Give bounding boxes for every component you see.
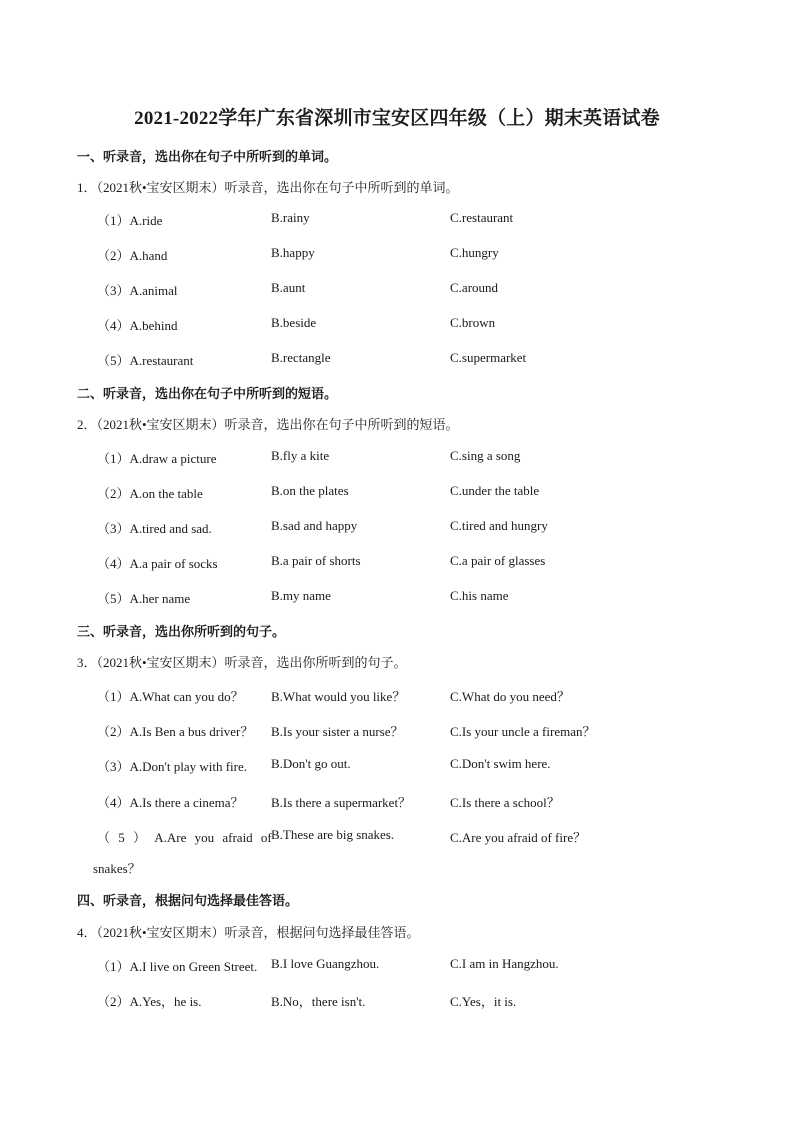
q2-item3-option-a: （3）A.tired and sad.: [97, 521, 212, 536]
q2-item3-option-b: B.sad and happy: [271, 518, 358, 533]
q2-item5-option-c: C.his name: [450, 588, 509, 603]
q2-item3-option-c: C.tired and hungry: [450, 518, 548, 533]
question-2-prompt: 2．（2021秋•宝安区期末）听录音，选出你在句子中所听到的短语。: [77, 417, 459, 432]
q2-item5-option-b: B.my name: [271, 588, 331, 603]
q3-item1-option-b: B.What would you like？: [271, 689, 406, 704]
q1-item1-option-b: B.rainy: [271, 210, 310, 225]
q3-item5-option-a: （ 5 ） A.Are you afraid of: [97, 830, 272, 845]
q1-item1-option-c: C.restaurant: [450, 210, 514, 225]
question-1-prompt: 1．（2021秋•宝安区期末）听录音，选出你在句子中所听到的单词。: [77, 180, 459, 195]
q2-item4-option-c: C.a pair of glasses: [450, 553, 546, 568]
q1-item5-option-b: B.rectangle: [271, 350, 331, 365]
q4-item1-option-c: C.I am in Hangzhou.: [450, 956, 559, 971]
q3-item2-option-c: C.Is your uncle a fireman？: [450, 724, 596, 739]
q1-item3-option-c: C.around: [450, 280, 499, 295]
question-4-prompt: 4．（2021秋•宝安区期末）听录音，根据问句选择最佳答语。: [77, 925, 420, 940]
q4-item2-option-c: C.Yes，it is.: [450, 994, 517, 1009]
q3-item4-option-c: C.Is there a school？: [450, 795, 560, 810]
q3-item1-option-a: （1）A.What can you do？: [97, 689, 244, 704]
q1-item2-option-b: B.happy: [271, 245, 315, 260]
q2-item2-option-b: B.on the plates: [271, 483, 349, 498]
q2-item2-option-a: （2）A.on the table: [97, 486, 203, 501]
section-4-heading: 四、听录音，根据问句选择最佳答语。: [77, 893, 299, 908]
q1-item3-option-a: （3）A.animal: [97, 283, 178, 298]
q3-item3-option-a: （3）A.Don't play with fire.: [97, 759, 248, 774]
q1-item3-option-b: B.aunt: [271, 280, 306, 295]
q1-item2-option-a: （2）A.hand: [97, 248, 168, 263]
q3-item4-option-b: B.Is there a supermarket？: [271, 795, 412, 810]
q2-item4-option-b: B.a pair of shorts: [271, 553, 361, 568]
q2-item5-option-a: （5）A.her name: [97, 591, 191, 606]
q3-item2-option-b: B.Is your sister a nurse？: [271, 724, 404, 739]
q1-item4-option-b: B.beside: [271, 315, 317, 330]
q2-item4-option-a: （4）A.a pair of socks: [97, 556, 218, 571]
q2-item2-option-c: C.under the table: [450, 483, 540, 498]
q3-item5-option-c: C.Are you afraid of fire？: [450, 830, 587, 845]
section-3-heading: 三、听录音，选出你所听到的句子。: [77, 624, 286, 639]
q1-item4-option-c: C.brown: [450, 315, 496, 330]
exam-title: 2021-2022学年广东省深圳市宝安区四年级（上）期末英语试卷: [134, 108, 660, 129]
q2-item1-option-a: （1）A.draw a picture: [97, 451, 217, 466]
q3-item5-option-a-continuation: snakes？: [93, 861, 141, 876]
q2-item1-option-b: B.fly a kite: [271, 448, 330, 463]
q4-item2-option-b: B.No，there isn't.: [271, 994, 366, 1009]
q1-item4-option-a: （4）A.behind: [97, 318, 178, 333]
q1-item5-option-a: （5）A.restaurant: [97, 353, 194, 368]
q1-item2-option-c: C.hungry: [450, 245, 499, 260]
q3-item3-option-c: C.Don't swim here.: [450, 756, 551, 771]
section-2-heading: 二、听录音，选出你在句子中所听到的短语。: [77, 386, 338, 401]
q4-item2-option-a: （2）A.Yes，he is.: [97, 994, 202, 1009]
section-1-heading: 一、听录音，选出你在句子中所听到的单词。: [77, 149, 338, 164]
question-3-prompt: 3．（2021秋•宝安区期末）听录音，选出你所听到的句子。: [77, 655, 407, 670]
q2-item1-option-c: C.sing a song: [450, 448, 521, 463]
q3-item2-option-a: （2）A.Is Ben a bus driver？: [97, 724, 254, 739]
q4-item1-option-b: B.I love Guangzhou.: [271, 956, 380, 971]
q3-item5-option-b: B.These are big snakes.: [271, 827, 395, 842]
q3-item3-option-b: B.Don't go out.: [271, 756, 351, 771]
q4-item1-option-a: （1）A.I live on Green Street.: [97, 959, 258, 974]
q1-item1-option-a: （1）A.ride: [97, 213, 163, 228]
q3-item1-option-c: C.What do you need？: [450, 689, 570, 704]
q3-item4-option-a: （4）A.Is there a cinema？: [97, 795, 244, 810]
q1-item5-option-c: C.supermarket: [450, 350, 527, 365]
